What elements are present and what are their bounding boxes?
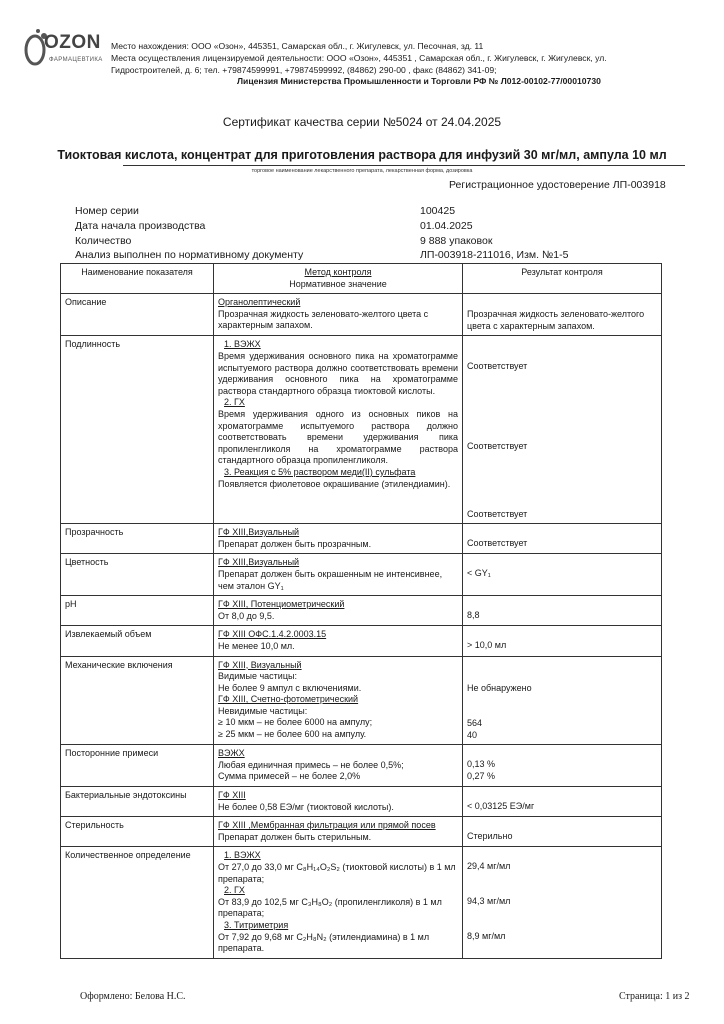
norm-text: Невидимые частицы:: [218, 705, 308, 716]
document-label: Анализ выполнен по нормативному документу: [75, 249, 304, 261]
table-row: [61, 294, 662, 336]
result-text: < GY₁: [467, 568, 491, 579]
table-row: [61, 336, 662, 524]
param-method: [214, 787, 463, 817]
method-label: ГФ XIII,Визуальный: [218, 527, 300, 538]
result-text: 0,13 %: [467, 759, 496, 770]
norm-text: Не более 9 ампул с включениями.: [218, 682, 362, 693]
result-text: 29,4 мг/мл: [467, 861, 511, 872]
page-number: Страница: 1 из 2: [619, 991, 690, 1002]
method-label: Органолептический: [218, 297, 301, 308]
method-label: ГФ XIII, Потенциометрический: [218, 599, 345, 610]
norm-text: Препарат должен быть стерильным.: [218, 831, 372, 842]
param-name: pH: [61, 596, 214, 626]
result-cell: [463, 817, 662, 847]
norm-text: От 83,9 до 102,5 мг C₃H₈O₂ (пропиленгликоля) в 1 мл препарата;: [218, 896, 442, 919]
result-text: Стерильно: [467, 831, 513, 842]
norm-text: Препарат должен быть окрашенным не интенсивнее, чем эталон GY₁: [218, 568, 443, 591]
method-label: 1. ВЭЖХ: [224, 850, 261, 861]
norm-text: Не менее 10,0 мл.: [218, 640, 295, 651]
result-text: > 10,0 мл: [467, 640, 507, 651]
method-label: ГФ XIII ,Мембранная фильтрация или прямой посев: [218, 820, 436, 831]
param-name: Стерильность: [61, 817, 214, 847]
logo-text: OZON: [44, 32, 101, 53]
header-parameter: Наименование показателя: [61, 264, 214, 294]
param-method: [214, 596, 463, 626]
norm-text: Не более 0,58 ЕЭ/мг (тиоктовой кислоты).: [218, 801, 394, 812]
table-row: [61, 596, 662, 626]
result-text: Соответствует: [467, 440, 528, 451]
param-method: [214, 745, 463, 787]
result-text: Соответствует: [467, 508, 528, 519]
table-row: [61, 626, 662, 656]
norm-text: Время удерживания основного пика на хроматограмме испытуемого раствора должно соответствовать времени удерживания основного пика на хроматограмме раствора стандартного образца тиоктовой кислоты.: [218, 350, 458, 396]
param-method: [214, 294, 463, 336]
company-license: Лицензия Министерства Промышленности и Торговли РФ № Л012-00102-77/00010730: [237, 76, 601, 86]
norm-text: Любая единичная примесь – не более 0,5%;: [218, 759, 404, 770]
certificate-title: Сертификат качества серии №5024 от 24.04.2025: [222, 115, 502, 129]
header-method-title: Метод контроля: [304, 267, 372, 277]
table-header: [61, 264, 662, 294]
registration-number: Регистрационное удостоверение ЛП-003918: [449, 179, 666, 191]
quantity-label: Количество: [75, 235, 132, 247]
result-text: 94,3 мг/мл: [467, 896, 511, 907]
batch-label: Номер серии: [75, 205, 139, 217]
param-name: Цветность: [61, 554, 214, 596]
result-text: 564: [467, 718, 483, 729]
result-text: Прозрачная жидкость зеленовато-желтого цвета с характерным запахом.: [467, 309, 645, 331]
method-label: 3. Титриметрия: [224, 920, 289, 930]
param-name: Описание: [61, 294, 214, 336]
norm-text: Появляется фиолетовое окрашивание (этилендиамин).: [218, 478, 451, 489]
norm-text: От 7,92 до 9,68 мг C₂H₈N₂ (этилендиамина) в 1 мл препарата.: [218, 931, 430, 954]
table-row: [61, 656, 662, 745]
date-value: 01.04.2025: [420, 220, 473, 232]
company-address: Место нахождения: ООО «Озон», 445351, Самарская обл., г. Жигулевск, ул. Песочная, зд. 11: [111, 41, 484, 51]
table-row: [61, 745, 662, 787]
param-name: Механические включения: [61, 656, 214, 745]
param-method: [214, 656, 463, 745]
document-value: ЛП-003918-211016, Изм. №1-5: [420, 249, 569, 261]
table-row: [61, 554, 662, 596]
batch-value: 100425: [420, 205, 456, 217]
norm-text: ≥ 25 мкм – не более 600 на ампулу.: [218, 729, 367, 740]
result-cell: [463, 294, 662, 336]
result-text: Соответствует: [467, 538, 528, 549]
norm-text: Видимые частицы:: [218, 671, 297, 682]
method-label: ГФ XIII: [218, 790, 246, 801]
norm-text: От 8,0 до 9,5.: [218, 610, 275, 621]
result-text: Соответствует: [467, 361, 528, 372]
param-name: Количественное определение: [61, 847, 214, 958]
result-text: 40: [467, 729, 478, 740]
company-activity: Места осуществления лицензируемой деятельности: ООО «Озон», 445351 , Самарская обл., г. Жигулевск, г. Жигулевск, ул.: [111, 53, 607, 63]
result-text: 8,8: [467, 610, 480, 621]
result-cell: [463, 787, 662, 817]
result-text: 8,9 мг/мл: [467, 930, 506, 941]
logo-subtitle: ФАРМАЦЕВТИКА: [49, 57, 103, 63]
quantity-value: 9 888 упаковок: [420, 235, 493, 247]
header-method: [214, 264, 463, 294]
method-label: 3. Реакция с 5% раствором меди(II) сульфата: [224, 466, 416, 477]
result-text: 0,27 %: [467, 770, 496, 781]
table-row: [61, 847, 662, 958]
table-row: [61, 787, 662, 817]
param-method: [214, 626, 463, 656]
norm-text: Сумма примесей – не более 2,0%: [218, 771, 361, 782]
result-cell: [463, 656, 662, 745]
header-norm: Нормативное значение: [289, 278, 387, 289]
param-name: Посторонние примеси: [61, 745, 214, 787]
method-label: 1. ВЭЖХ: [224, 339, 261, 350]
method-label: ГФ XIII, Визуальный: [218, 659, 302, 670]
norm-text: Прозрачная жидкость зеленовато-желтого цвета с характерным запахом.: [218, 308, 429, 331]
method-label: ВЭЖХ: [218, 748, 245, 759]
table-row: [61, 524, 662, 554]
prepared-by: Оформлено: Белова Н.С.: [80, 991, 186, 1002]
result-cell: [463, 524, 662, 554]
quality-table: [60, 263, 662, 959]
method-label: ГФ XIII ОФС.1.4.2.0003.15: [218, 629, 327, 640]
result-text: < 0,03125 ЕЭ/мг: [467, 801, 535, 812]
result-cell: [463, 847, 662, 958]
result-cell: [463, 336, 662, 524]
result-cell: [463, 554, 662, 596]
param-method: [214, 524, 463, 554]
norm-text: Время удерживания одного из основных пиков на хроматограмме испытуемого раствора должно соответствовать времени удерживания пика пропиленгликоля на хроматограмме раствора стандартного образца пропиленгликоля.: [218, 408, 458, 466]
norm-text: Препарат должен быть прозрачным.: [218, 538, 372, 549]
param-method: [214, 336, 463, 524]
param-name: Прозрачность: [61, 524, 214, 554]
company-contacts: Гидростроителей, д. 6; тел. +79874599991, +79874599992, (84862) 290-00 , факс (84862) 341-09;: [111, 65, 497, 75]
param-method: [214, 554, 463, 596]
result-cell: [463, 745, 662, 787]
norm-text: От 27,0 до 33,0 мг C₈H₁₄O₂S₂ (тиоктовой кислоты) в 1 мл препарата;: [218, 862, 456, 884]
product-caption: торговое наименование лекарственного препарата, лекарственная форма, дозировка: [251, 168, 473, 174]
product-underline: [123, 165, 685, 166]
method-label: ГФ XIII,Визуальный: [218, 557, 300, 568]
param-name: Извлекаемый объем: [61, 626, 214, 656]
table-row: [61, 817, 662, 847]
method-label: 2. ГХ: [224, 397, 245, 408]
result-cell: [463, 596, 662, 626]
norm-text: ≥ 10 мкм – не более 6000 на ампулу;: [218, 717, 373, 728]
result-text: Не обнаружено: [467, 682, 532, 693]
param-method: [214, 817, 463, 847]
param-method: [214, 847, 463, 958]
date-label: Дата начала производства: [75, 220, 206, 232]
param-name: Бактериальные эндотоксины: [61, 787, 214, 817]
header-result: Результат контроля: [463, 264, 662, 294]
result-cell: [463, 626, 662, 656]
param-name: Подлинность: [61, 336, 214, 524]
product-name: Тиоктовая кислота, концентрат для приготовления раствора для инфузий 30 мг/мл, ампула 10 мл: [57, 148, 667, 162]
method-label: ГФ XIII, Счетно-фотометрический: [218, 694, 359, 705]
method-label: 2. ГХ: [224, 885, 245, 896]
